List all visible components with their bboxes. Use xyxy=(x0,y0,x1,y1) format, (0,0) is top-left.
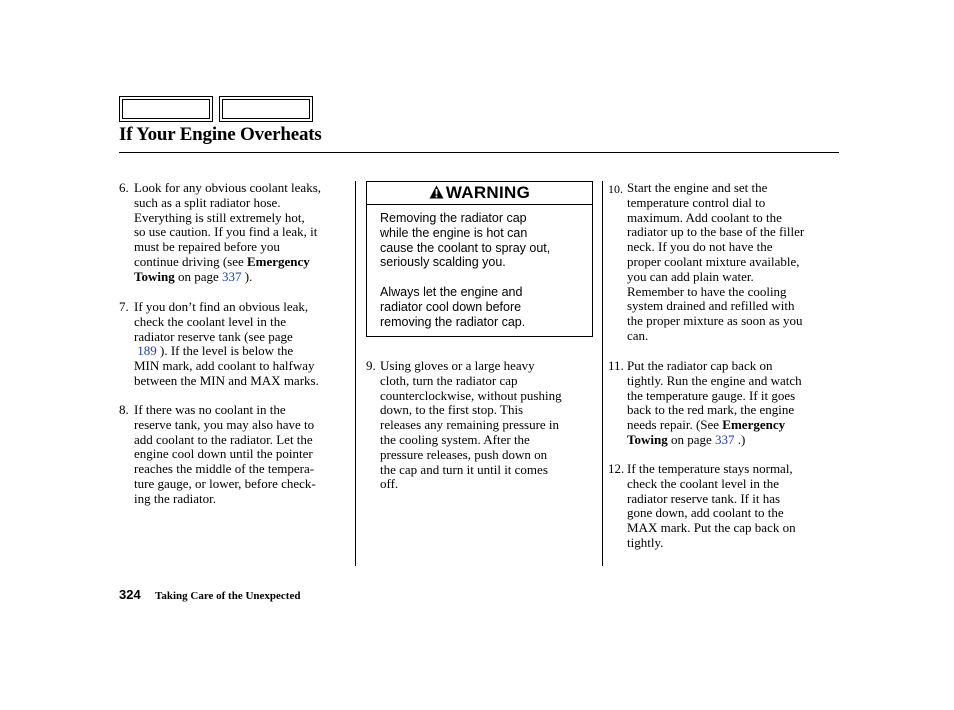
step-text-line: you can add plain water. xyxy=(627,268,754,284)
step-text-line: cloth, turn the radiator cap xyxy=(380,372,518,388)
step-text-line: engine cool down until the pointer xyxy=(134,446,313,462)
emergency-towing-ref: Emergency xyxy=(247,253,310,269)
warning-box xyxy=(366,181,593,337)
header-tab-box-1 xyxy=(119,96,213,122)
step-text-line: between the MIN and MAX marks. xyxy=(134,372,319,388)
step-text-line: tightly. Run the engine and watch xyxy=(627,372,802,388)
step-text-line: system drained and refilled with xyxy=(627,298,795,314)
step-number: 12. xyxy=(608,461,625,476)
step-text-line: the cap and turn it until it comes xyxy=(380,461,548,477)
step-text-line: Start the engine and set the xyxy=(627,180,768,195)
step-text-line: must be repaired before you xyxy=(134,239,280,255)
column-divider xyxy=(355,181,356,566)
step-text-line: 189 ). If the level is below the xyxy=(137,343,294,359)
step-text-line: Look for any obvious coolant leaks, xyxy=(134,180,322,195)
step-number: 7. xyxy=(119,299,129,314)
step-text-line: back to the red mark, the engine xyxy=(627,402,795,418)
warning-header xyxy=(367,182,592,205)
column-divider xyxy=(602,181,603,566)
step-text-line: check the coolant level in the xyxy=(134,313,286,329)
step-number: 9. xyxy=(366,358,376,373)
step-text-line: Towing on page 337 .) xyxy=(627,431,746,447)
step-text-line: the temperature gauge. If it goes xyxy=(627,387,796,403)
step-text-line: such as a split radiator hose. xyxy=(134,194,281,210)
section-name: Taking Care of the Unexpected xyxy=(155,590,301,602)
step-text-line: If you don’t find an obvious leak, xyxy=(134,299,309,314)
step-text-line: needs repair. (See Emergency xyxy=(627,417,786,433)
step-text-line: can. xyxy=(627,327,649,343)
step-text-line: radiator reserve tank. If it has xyxy=(627,490,781,506)
step-text-line: Remember to have the cooling xyxy=(627,283,787,299)
step-text-line: Everything is still extremely hot, xyxy=(134,209,305,225)
step-text-line: check the coolant level in the xyxy=(627,475,779,491)
page-link-337[interactable]: 337 xyxy=(715,431,735,447)
step-text-line: ture gauge, or lower, before check- xyxy=(134,475,316,491)
step-text-line: MIN mark, add coolant to halfway xyxy=(134,358,315,374)
step-text-line: continue driving (see Emergency xyxy=(134,253,310,269)
warning-paragraph-2: Always let the engine and radiator cool down before removing the radiator cap. xyxy=(380,285,526,329)
step-text-line: maximum. Add coolant to the xyxy=(627,209,782,225)
step-text-line: the proper mixture as soon as you xyxy=(627,313,803,329)
page-link-189[interactable]: 189 xyxy=(137,343,157,359)
step-text-line: reserve tank, you may also have to xyxy=(134,416,315,432)
step-text-line: add coolant to the radiator. Let the xyxy=(134,431,313,447)
step-text-line: radiator up to the base of the filler xyxy=(627,224,805,240)
step-text-line: off. xyxy=(380,476,399,492)
step-text-line: ing the radiator. xyxy=(134,490,216,506)
step-text-line: proper coolant mixture available, xyxy=(627,253,800,269)
page-link-337[interactable]: 337 xyxy=(222,268,242,284)
header-tab-box-2 xyxy=(219,96,313,122)
step-text-line: gone down, add coolant to the xyxy=(627,505,784,521)
step-text-line: If the temperature stays normal, xyxy=(627,461,793,476)
emergency-towing-ref: Emergency xyxy=(722,417,786,433)
step-text-line: Towing on page 337 ). xyxy=(134,268,253,284)
step-text-line: so use caution. If you find a leak, it xyxy=(134,224,318,240)
page-title: If Your Engine Overheats xyxy=(119,124,322,145)
title-rule xyxy=(119,152,839,153)
step-text-line: tightly. xyxy=(627,534,664,550)
step-number: 10. xyxy=(608,182,623,196)
step-text-line: Using gloves or a large heavy xyxy=(380,358,535,373)
step-text-line: temperature control dial to xyxy=(627,194,766,210)
step-text-line: If there was no coolant in the xyxy=(134,402,286,417)
warning-title: WARNING xyxy=(445,183,531,202)
step-text-line: radiator reserve tank (see page xyxy=(134,328,293,344)
step-text-line: Put the radiator cap back on xyxy=(627,358,773,373)
step-text-line: the cooling system. After the xyxy=(380,431,530,447)
step-number: 11. xyxy=(608,358,624,373)
step-number: 6. xyxy=(119,180,129,195)
step-text-line: down, to the first stop. This xyxy=(380,402,524,418)
warning-triangle-icon xyxy=(429,185,444,199)
step-number: 8. xyxy=(119,402,129,417)
step-text-line: neck. If you do not have the xyxy=(627,239,773,255)
page-number: 324 xyxy=(119,587,141,602)
step-text-line: counterclockwise, without pushing xyxy=(380,387,562,403)
step-text-line: releases any remaining pressure in xyxy=(380,417,560,433)
step-text-line: MAX mark. Put the cap back on xyxy=(627,520,796,536)
warning-paragraph-1: Removing the radiator cap while the engine is hot can cause the coolant to spray out, seriously scalding you. xyxy=(380,211,551,270)
step-text-line: pressure releases, push down on xyxy=(380,446,548,462)
step-text-line: reaches the middle of the tempera- xyxy=(134,461,315,477)
